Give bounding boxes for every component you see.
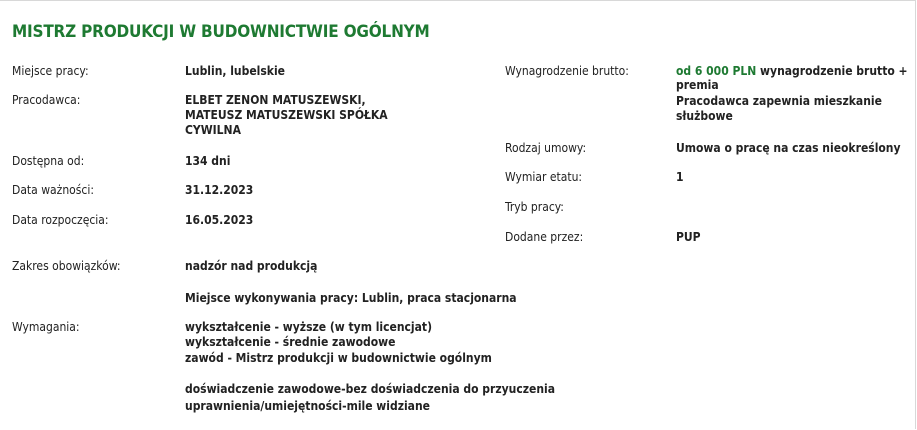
- start-date-label: Data rozpoczęcia:: [12, 213, 109, 227]
- employer-line-3: CYWILNA: [185, 123, 241, 137]
- employer-label: Pracodawca:: [12, 93, 81, 107]
- salary-line-2: premia: [676, 78, 719, 92]
- salary-suffix: wynagrodzenie brutto +: [756, 64, 908, 78]
- duties-line-2: Miejsce wykonywania pracy: Lublin, praca stacjonarna: [185, 291, 517, 305]
- location-label: Miejsce pracy:: [12, 64, 89, 78]
- employer-line-1: ELBET ZENON MATUSZEWSKI,: [185, 93, 366, 107]
- requirements-label: Wymagania:: [12, 320, 80, 334]
- requirement-line-3: zawód - Mistrz produkcji w budownictwie ogólnym: [185, 351, 492, 365]
- work-mode-label: Tryb pracy:: [505, 200, 564, 214]
- contract-label: Rodzaj umowy:: [505, 141, 587, 155]
- added-by-label: Dodane przez:: [505, 230, 584, 244]
- start-date-value: 16.05.2023: [185, 213, 254, 227]
- requirement-line-1: wykształcenie - wyższe (w tym licencjat): [185, 320, 433, 334]
- duties-line-1: nadzór nad produkcją: [185, 259, 318, 273]
- salary-amount: od 6 000 PLN: [676, 64, 757, 78]
- salary-line-4: służbowe: [676, 109, 733, 123]
- requirement-extra-1: doświadczenie zawodowe-bez doświadczenia do przyuczenia: [185, 382, 556, 396]
- available-value: 134 dni: [185, 154, 231, 168]
- job-title: MISTRZ PRODUKCJI W BUDOWNICTWIE OGÓLNYM: [12, 22, 430, 42]
- fte-label: Wymiar etatu:: [505, 170, 583, 184]
- available-label: Dostępna od:: [12, 154, 85, 168]
- location-value: Lublin, lubelskie: [185, 64, 285, 78]
- employer-line-2: MATEUSZ MATUSZEWSKI SPÓŁKA: [185, 108, 388, 122]
- added-by-value: PUP: [676, 230, 701, 244]
- duties-label: Zakres obowiązków:: [12, 259, 121, 273]
- requirement-extra-2: uprawnienia/umiejętności-mile widziane: [185, 399, 430, 413]
- contract-value: Umowa o pracę na czas nieokreślony: [676, 141, 901, 155]
- salary-line-1: [676, 64, 908, 78]
- requirement-line-2: wykształcenie - średnie zawodowe: [185, 335, 396, 349]
- validity-label: Data ważności:: [12, 183, 94, 197]
- fte-value: 1: [676, 170, 684, 184]
- validity-value: 31.12.2023: [185, 183, 254, 197]
- salary-label: Wynagrodzenie brutto:: [505, 64, 629, 78]
- salary-line-3: Pracodawca zapewnia mieszkanie: [676, 94, 882, 108]
